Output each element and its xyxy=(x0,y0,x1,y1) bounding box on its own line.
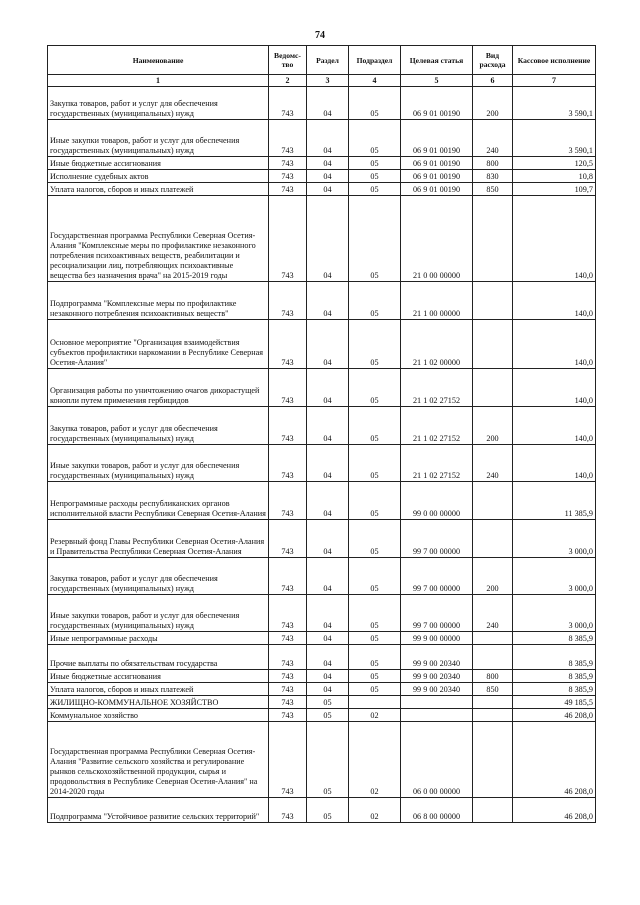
row-target-article: 21 0 00 00000 xyxy=(401,196,473,282)
row-amount: 8 385,9 xyxy=(513,632,596,645)
table-row xyxy=(48,722,596,798)
row-target-article: 21 1 02 27152 xyxy=(401,369,473,407)
row-section: 04 xyxy=(307,170,349,183)
row-name: Уплата налогов, сборов и иных платежей xyxy=(48,683,269,696)
row-amount: 49 185,5 xyxy=(513,696,596,709)
column-number: 3 xyxy=(307,75,349,87)
row-amount: 140,0 xyxy=(513,196,596,282)
row-target-article: 06 9 01 00190 xyxy=(401,157,473,170)
row-target-article: 06 0 00 00000 xyxy=(401,722,473,798)
row-expense-type xyxy=(473,632,513,645)
row-target-article: 06 8 00 00000 xyxy=(401,798,473,823)
row-department: 743 xyxy=(269,445,307,482)
row-expense-type: 240 xyxy=(473,595,513,632)
table-row xyxy=(48,320,596,369)
row-department: 743 xyxy=(269,722,307,798)
row-department: 743 xyxy=(269,683,307,696)
row-subsection: 05 xyxy=(349,445,401,482)
row-subsection: 05 xyxy=(349,170,401,183)
row-department: 743 xyxy=(269,696,307,709)
row-amount: 46 208,0 xyxy=(513,709,596,722)
row-subsection: 05 xyxy=(349,482,401,520)
row-target-article: 99 7 00 00000 xyxy=(401,520,473,558)
row-expense-type: 850 xyxy=(473,683,513,696)
column-number: 5 xyxy=(401,75,473,87)
row-expense-type xyxy=(473,520,513,558)
row-department: 743 xyxy=(269,282,307,320)
row-section: 04 xyxy=(307,320,349,369)
table-row xyxy=(48,683,596,696)
row-name: Иные закупки товаров, работ и услуг для обеспечения государственных (муниципальных) нужд xyxy=(48,120,269,157)
row-department: 743 xyxy=(269,645,307,670)
row-department: 743 xyxy=(269,595,307,632)
row-amount: 140,0 xyxy=(513,282,596,320)
row-name: Закупка товаров, работ и услуг для обеспечения государственных (муниципальных) нужд xyxy=(48,558,269,595)
row-subsection: 05 xyxy=(349,282,401,320)
row-expense-type xyxy=(473,722,513,798)
column-header-section: Раздел xyxy=(307,46,349,75)
row-expense-type: 830 xyxy=(473,170,513,183)
row-section: 04 xyxy=(307,670,349,683)
row-subsection: 05 xyxy=(349,196,401,282)
row-expense-type: 800 xyxy=(473,157,513,170)
row-section: 04 xyxy=(307,482,349,520)
row-department: 743 xyxy=(269,709,307,722)
row-section: 04 xyxy=(307,369,349,407)
column-header-subsection: Подраздел xyxy=(349,46,401,75)
row-section: 04 xyxy=(307,632,349,645)
row-subsection: 02 xyxy=(349,798,401,823)
row-expense-type xyxy=(473,696,513,709)
row-department: 743 xyxy=(269,120,307,157)
row-amount: 140,0 xyxy=(513,407,596,445)
row-subsection: 02 xyxy=(349,709,401,722)
column-number: 1 xyxy=(48,75,269,87)
row-amount: 10,8 xyxy=(513,170,596,183)
row-name: Основное мероприятие "Организация взаимодействия субъектов профилактики наркомании в Республике Северная Осетия-Алания" xyxy=(48,320,269,369)
table-row xyxy=(48,282,596,320)
row-target-article: 06 9 01 00190 xyxy=(401,183,473,196)
row-expense-type: 200 xyxy=(473,87,513,120)
row-department: 743 xyxy=(269,558,307,595)
row-name: Государственная программа Республики Северная Осетия-Алания "Комплексные меры по профилактике незаконного потребления психоактивных веществ, реабилитации и ресоциализации лиц, потребляющих психоактивные вещества без назначения врача" на 2015-2019 годы xyxy=(48,196,269,282)
table-row xyxy=(48,407,596,445)
table-row xyxy=(48,520,596,558)
row-amount: 8 385,9 xyxy=(513,645,596,670)
table-row xyxy=(48,696,596,709)
row-department: 743 xyxy=(269,520,307,558)
row-subsection: 05 xyxy=(349,183,401,196)
row-section: 05 xyxy=(307,696,349,709)
row-section: 05 xyxy=(307,722,349,798)
row-expense-type xyxy=(473,709,513,722)
column-number: 2 xyxy=(269,75,307,87)
row-subsection: 05 xyxy=(349,120,401,157)
table-row xyxy=(48,369,596,407)
row-department: 743 xyxy=(269,670,307,683)
row-amount: 3 000,0 xyxy=(513,520,596,558)
table-row xyxy=(48,482,596,520)
row-target-article: 99 9 00 20340 xyxy=(401,683,473,696)
row-expense-type xyxy=(473,798,513,823)
row-department: 743 xyxy=(269,632,307,645)
row-subsection: 05 xyxy=(349,595,401,632)
table-row xyxy=(48,183,596,196)
row-subsection: 05 xyxy=(349,645,401,670)
row-expense-type: 800 xyxy=(473,670,513,683)
table-row xyxy=(48,196,596,282)
row-expense-type: 240 xyxy=(473,120,513,157)
row-subsection: 05 xyxy=(349,87,401,120)
row-target-article: 99 9 00 20340 xyxy=(401,645,473,670)
row-expense-type: 200 xyxy=(473,407,513,445)
table-row xyxy=(48,709,596,722)
row-subsection: 05 xyxy=(349,632,401,645)
table-row xyxy=(48,445,596,482)
row-expense-type: 200 xyxy=(473,558,513,595)
table-row xyxy=(48,170,596,183)
row-name: ЖИЛИЩНО-КОММУНАЛЬНОЕ ХОЗЯЙСТВО xyxy=(48,696,269,709)
row-section: 04 xyxy=(307,520,349,558)
row-name: Прочие выплаты по обязательствам государства xyxy=(48,645,269,670)
row-section: 04 xyxy=(307,87,349,120)
row-department: 743 xyxy=(269,157,307,170)
row-name: Коммунальное хозяйство xyxy=(48,709,269,722)
row-amount: 140,0 xyxy=(513,320,596,369)
row-subsection: 02 xyxy=(349,722,401,798)
page-number: 74 xyxy=(315,30,325,41)
row-target-article: 06 9 01 00190 xyxy=(401,170,473,183)
row-section: 04 xyxy=(307,407,349,445)
row-section: 04 xyxy=(307,558,349,595)
row-section: 04 xyxy=(307,683,349,696)
row-name: Уплата налогов, сборов и иных платежей xyxy=(48,183,269,196)
row-amount: 120,5 xyxy=(513,157,596,170)
row-name: Иные непрограммные расходы xyxy=(48,632,269,645)
row-expense-type: 850 xyxy=(473,183,513,196)
row-name: Иные закупки товаров, работ и услуг для обеспечения государственных (муниципальных) нужд xyxy=(48,445,269,482)
row-section: 04 xyxy=(307,183,349,196)
row-name: Иные бюджетные ассигнования xyxy=(48,157,269,170)
row-department: 743 xyxy=(269,196,307,282)
row-target-article: 06 9 01 00190 xyxy=(401,120,473,157)
row-target-article xyxy=(401,696,473,709)
row-amount: 3 000,0 xyxy=(513,558,596,595)
row-department: 743 xyxy=(269,183,307,196)
row-amount: 109,7 xyxy=(513,183,596,196)
row-amount: 46 208,0 xyxy=(513,798,596,823)
row-department: 743 xyxy=(269,87,307,120)
table-row xyxy=(48,670,596,683)
row-section: 05 xyxy=(307,798,349,823)
row-name: Исполнение судебных актов xyxy=(48,170,269,183)
row-department: 743 xyxy=(269,798,307,823)
row-subsection: 05 xyxy=(349,407,401,445)
row-amount: 8 385,9 xyxy=(513,683,596,696)
row-name: Закупка товаров, работ и услуг для обеспечения государственных (муниципальных) нужд xyxy=(48,407,269,445)
row-amount: 8 385,9 xyxy=(513,670,596,683)
row-expense-type xyxy=(473,196,513,282)
column-header-department: Ведомс-тво xyxy=(269,46,307,75)
row-name: Иные бюджетные ассигнования xyxy=(48,670,269,683)
column-header-name: Наименование xyxy=(48,46,269,75)
table-row xyxy=(48,798,596,823)
row-target-article: 99 9 00 20340 xyxy=(401,670,473,683)
row-amount: 3 000,0 xyxy=(513,595,596,632)
row-department: 743 xyxy=(269,482,307,520)
row-target-article: 21 1 02 27152 xyxy=(401,445,473,482)
row-amount: 140,0 xyxy=(513,369,596,407)
column-header-expense-type: Вид расхода xyxy=(473,46,513,75)
table-row xyxy=(48,120,596,157)
row-amount: 3 590,1 xyxy=(513,87,596,120)
column-number: 7 xyxy=(513,75,596,87)
row-name: Резервный фонд Главы Республики Северная Осетия-Алания и Правительства Республики Северная Осетия-Алания xyxy=(48,520,269,558)
row-section: 04 xyxy=(307,120,349,157)
row-name: Непрограммные расходы республиканских органов исполнительной власти Республики Северная Осетия-Алания xyxy=(48,482,269,520)
row-expense-type xyxy=(473,282,513,320)
row-expense-type xyxy=(473,369,513,407)
row-subsection: 05 xyxy=(349,670,401,683)
row-target-article: 21 1 02 00000 xyxy=(401,320,473,369)
table-row xyxy=(48,558,596,595)
row-expense-type: 240 xyxy=(473,445,513,482)
table-row xyxy=(48,645,596,670)
row-subsection: 05 xyxy=(349,683,401,696)
row-amount: 11 385,9 xyxy=(513,482,596,520)
row-section: 05 xyxy=(307,709,349,722)
budget-rows xyxy=(48,87,596,823)
row-subsection: 05 xyxy=(349,369,401,407)
row-subsection: 05 xyxy=(349,520,401,558)
row-amount: 46 208,0 xyxy=(513,722,596,798)
row-section: 04 xyxy=(307,282,349,320)
row-section: 04 xyxy=(307,196,349,282)
row-amount: 3 590,1 xyxy=(513,120,596,157)
row-target-article: 99 9 00 00000 xyxy=(401,632,473,645)
row-target-article xyxy=(401,709,473,722)
row-subsection: 05 xyxy=(349,157,401,170)
row-expense-type xyxy=(473,320,513,369)
row-section: 04 xyxy=(307,445,349,482)
row-section: 04 xyxy=(307,595,349,632)
row-name: Государственная программа Республики Северная Осетия-Алания "Развитие сельского хозяйства и регулирование рынков сельскохозяйственной продукции, сырья и продовольствия в Республике Северная Осетия-Алания" на 2014-2020 годы xyxy=(48,722,269,798)
row-target-article: 99 7 00 00000 xyxy=(401,558,473,595)
column-number: 6 xyxy=(473,75,513,87)
table-row xyxy=(48,87,596,120)
table-row xyxy=(48,157,596,170)
row-department: 743 xyxy=(269,320,307,369)
header-row xyxy=(48,46,596,75)
column-header-target-article: Целевая статья xyxy=(401,46,473,75)
row-section: 04 xyxy=(307,157,349,170)
column-number-row xyxy=(48,75,596,87)
row-expense-type xyxy=(473,482,513,520)
row-department: 743 xyxy=(269,407,307,445)
row-department: 743 xyxy=(269,170,307,183)
row-subsection: 05 xyxy=(349,320,401,369)
row-target-article: 21 1 00 00000 xyxy=(401,282,473,320)
row-name: Организация работы по уничтожению очагов дикорастущей конопли путем применения гербицидов xyxy=(48,369,269,407)
row-subsection: 05 xyxy=(349,558,401,595)
row-name: Иные закупки товаров, работ и услуг для обеспечения государственных (муниципальных) нужд xyxy=(48,595,269,632)
row-target-article: 21 1 02 27152 xyxy=(401,407,473,445)
row-subsection xyxy=(349,696,401,709)
row-name: Подпрограмма "Комплексные меры по профилактике незаконного потребления психоактивных веществ" xyxy=(48,282,269,320)
row-section: 04 xyxy=(307,645,349,670)
row-name: Подпрограмма "Устойчивое развитие сельских территорий" xyxy=(48,798,269,823)
row-target-article: 06 9 01 00190 xyxy=(401,87,473,120)
row-target-article: 99 7 00 00000 xyxy=(401,595,473,632)
table-row xyxy=(48,632,596,645)
column-header-cash-execution: Кассовое исполнение xyxy=(513,46,596,75)
row-expense-type xyxy=(473,645,513,670)
row-department: 743 xyxy=(269,369,307,407)
column-number: 4 xyxy=(349,75,401,87)
table-row xyxy=(48,595,596,632)
row-amount: 140,0 xyxy=(513,445,596,482)
row-target-article: 99 0 00 00000 xyxy=(401,482,473,520)
row-name: Закупка товаров, работ и услуг для обеспечения государственных (муниципальных) нужд xyxy=(48,87,269,120)
budget-table xyxy=(47,45,596,823)
